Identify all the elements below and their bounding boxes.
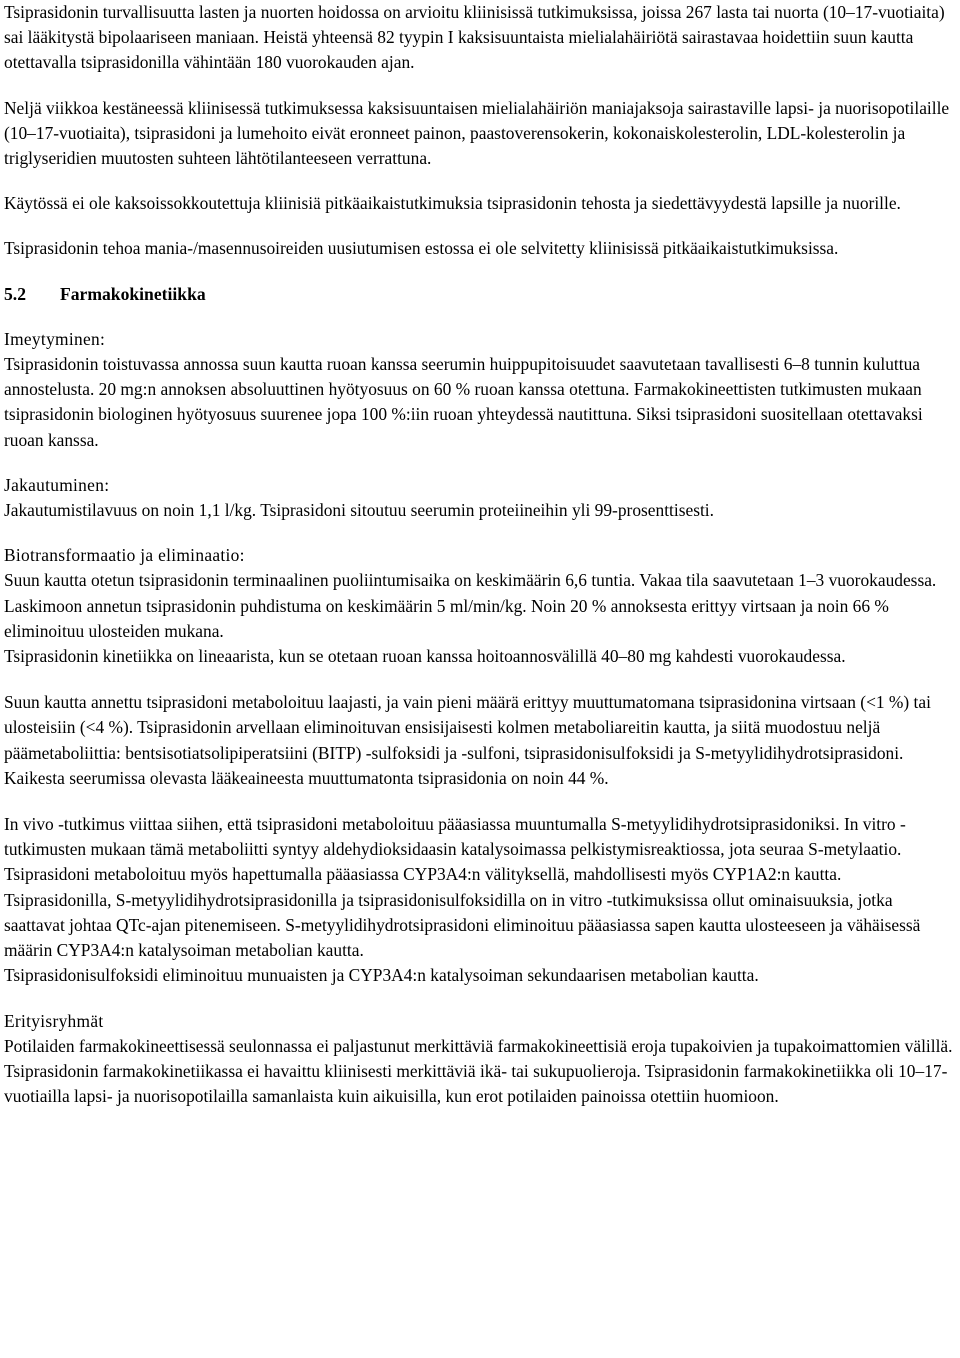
- section-heading: [4, 282, 954, 307]
- distribution-title: Jakautuminen:: [4, 474, 110, 495]
- biotransformation-title: Biotransformaatio ja eliminaatio:: [4, 545, 245, 566]
- paragraph-four-weeks-study: Neljä viikkoa kestäneessä kliinisessä tutkimuksessa kaksisuuntaisen mielialahäiriön maniajaksoja sairastaville lapsi- ja nuorisopotilaille (10–17-vuotiaita), tsiprasidoni ja lumehoito eivät eronneet painon, paastoverensokerin, kokonaiskolesterolin, LDL-kolesterolin ja triglyseridien muutosten suhteen lähtötilanteeseen verrattuna.: [4, 97, 950, 169]
- absorption-text: Tsiprasidonin toistuvassa annossa suun kautta ruoan kanssa seerumin huippupitoisuudet saavutetaan tavallisesti 6–8 tunnin kuluttua annostelusta. 20 mg:n annoksen absoluuttinen hyötyosuus on 60 % ruoan kanssa otettuna. Farmakokineettisten tutkimusten mukaan tsiprasidonin biologinen hyötyosuus suurenee jopa 100 %:iin ruoan yhteydessä nautittuna. Siksi tsiprasidoni suositellaan otettavaksi ruoan kanssa.: [4, 354, 923, 450]
- biotransformation-text-1: Suun kautta otetun tsiprasidonin terminaalinen puoliintumisaika on keskimäärin 6,6 tuntia. Vakaa tila saavutetaan 1–3 vuorokaudessa. Laskimoon annetun tsiprasidonin puhdistuma on keskimäärin 5 ml/min/kg. Noin 20 % annoksesta erittyy virtsaan ja noin 66 % eliminoituu ulosteiden mukana.: [4, 570, 937, 641]
- invivo-text-2: Tsiprasidonilla, S-metyylidihydrotsiprasidonilla ja tsiprasidonisulfoksidilla on in vitro -tutkimuksissa ollut ominaisuuksia, jotka saattavat johtaa QTc-ajan pitenemiseen. S-metyylidihydrotsiprasidoni eliminoituu pääasiassa sapen kautta ulosteeseen ja vähäisessä määrin CYP3A4:n katalysoiman metabolian kautta.: [4, 889, 921, 961]
- distribution-text: Jakautumistilavuus on noin 1,1 l/kg. Tsiprasidoni sitoutuu seerumin proteiineihin yli 99-prosenttisesti.: [4, 500, 714, 521]
- absorption-title: Imeytyminen:: [4, 328, 106, 349]
- special-groups-text-2: Tsiprasidonin farmakokinetiikassa ei havaittu kliinisesti merkittäviä ikä- tai sukupuolieroja. Tsiprasidonin farmakokinetiikka oli 10–17-vuotiailla lapsi- ja nuorisopotilailla samanlaista kuin aikuisilla, kun erot potilaiden painoissa otettiin huomioon.: [4, 1060, 948, 1107]
- invivo-text-3: Tsiprasidonisulfoksidi eliminoituu munuaisten ja CYP3A4:n katalysoiman sekundaarisen metabolian kautta.: [4, 965, 759, 986]
- special-groups-title: Erityisryhmät: [4, 1010, 104, 1031]
- section-title: Farmakokinetiikka: [60, 283, 206, 304]
- section-number: 5.2: [4, 283, 26, 304]
- paragraph-intro: Tsiprasidonin turvallisuutta lasten ja nuorten hoidossa on arvioitu kliinisissä tutkimuksissa, joissa 267 lasta tai nuorta (10–17-vuotiaita) sai lääkitystä bipolaariseen maniaan. Heistä yhteensä 82 tyypin I kaksisuuntaista mielialahäiriötä sairastavaa hoidettiin suun kautta otettavalla tsiprasidonilla vähintään 180 vuorokauden ajan.: [4, 2, 945, 73]
- paragraph-no-double-blind: Käytössä ei ole kaksoissokkoutettuja kliinisiä pitkäaikaistutkimuksia tsiprasidonin tehosta ja siedettävyydestä lapsille ja nuorille.: [4, 193, 901, 214]
- metabolism-text: Suun kautta annettu tsiprasidoni metaboloituu laajasti, ja vain pieni määrä erittyy muuttumatomana tsiprasidonina virtsaan (<1 %) tai ulosteisiin (<4 %). Tsiprasidonin arvellaan eliminoituvan ensisijaisesti kolmen metaboliareitin kautta, ja siitä muodostuu neljä päämetaboliittia: bentsisotiatsolipiperatsiini (BITP) -sulfoksidi ja -sulfoni, tsiprasidonisulfoksidi ja S-metyylidihydrotsiprasidoni. Kaikesta seerumissa olevasta lääkeaineesta muuttumatonta tsiprasidonia on noin 44 %.: [4, 692, 931, 788]
- biotransformation-text-2: Tsiprasidonin kinetiikka on lineaarista, kun se otetaan ruoan kanssa hoitoannosvälillä 40–80 mg kahdesti vuorokaudessa.: [4, 646, 846, 667]
- paragraph-efficacy: Tsiprasidonin tehoa mania-/masennusoireiden uusiutumisen estossa ei ole selvitetty kliinisissä pitkäaikaistutkimuksissa.: [4, 238, 839, 259]
- special-groups-text-1: Potilaiden farmakokineettisessä seulonnassa ei paljastunut merkittäviä farmakokineettisiä eroja tupakoivien ja tupakoimattomien välillä.: [4, 1035, 953, 1056]
- invivo-text-1: In vivo -tutkimus viittaa siihen, että tsiprasidoni metaboloituu pääasiassa muuntumalla S-metyylidihydrotsiprasidoniksi. In vitro -tutkimusten mukaan tämä metaboliitti syntyy aldehydioksidaasin katalysoimassa pelkistymisreaktiossa, jota seuraa S-metylaatio. Tsiprasidoni metaboloituu myös hapettumalla pääasiassa CYP3A4:n välityksellä, mahdollisesti myös CYP1A2:n kautta.: [4, 814, 906, 885]
